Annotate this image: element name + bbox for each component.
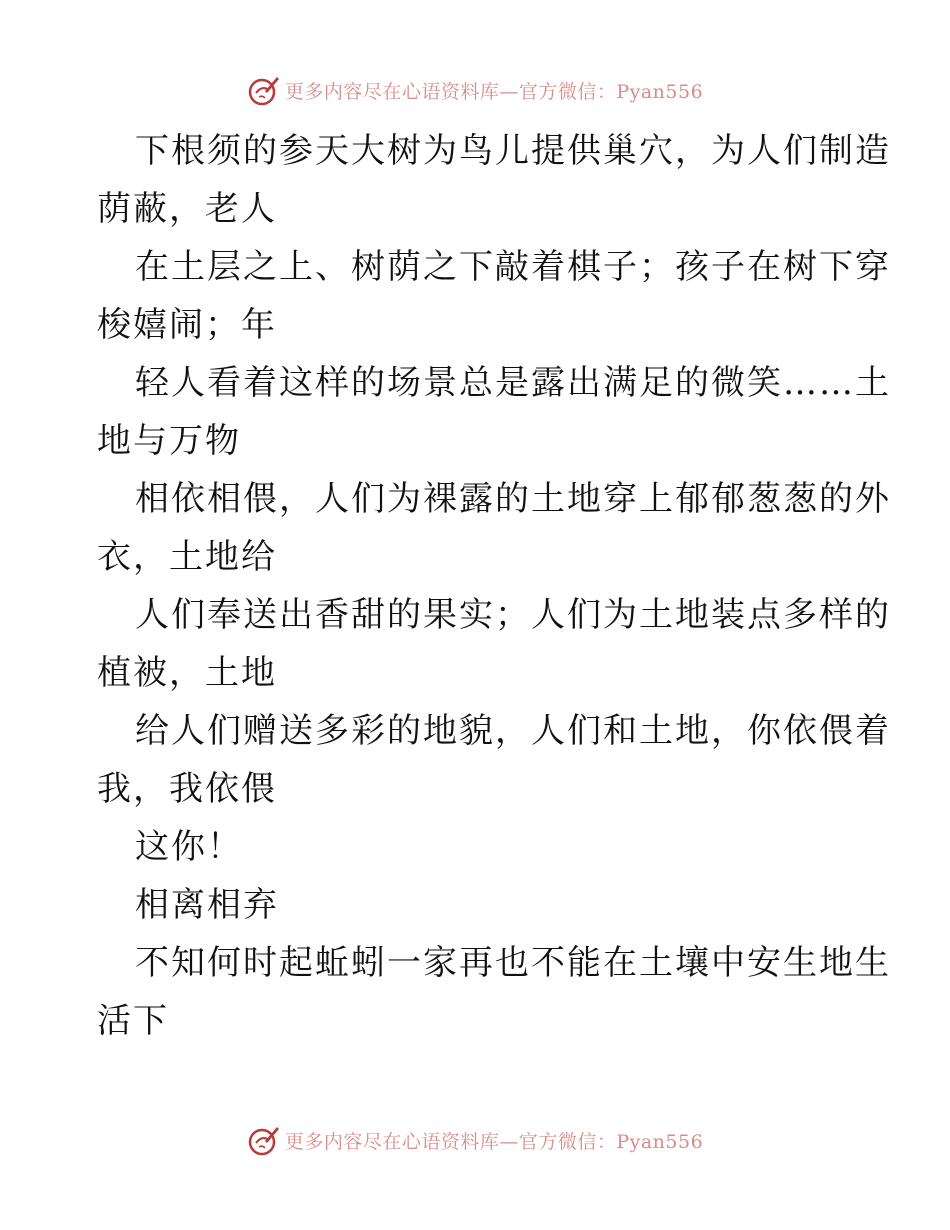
header-banner-text: 更多内容尽在心语资料库—官方微信：Pyan556 xyxy=(284,80,704,103)
text-line: 不知何时起蚯蚓一家再也不能在土壤中安生地生 xyxy=(135,943,891,983)
text-line: 荫蔽，老人 xyxy=(97,189,277,229)
text-line: 这你！ xyxy=(135,827,243,867)
document-body xyxy=(97,122,891,1050)
text-line: 下根须的参天大树为鸟儿提供巢穴，为人们制造 xyxy=(135,131,891,171)
footer-banner-text: 更多内容尽在心语资料库—官方微信：Pyan556 xyxy=(284,1130,704,1153)
text-line: 相依相偎，人们为裸露的土地穿上郁郁葱葱的外 xyxy=(135,479,891,519)
text-line: 活下 xyxy=(97,1001,169,1041)
text-line: 植被，土地 xyxy=(97,653,277,693)
header-banner xyxy=(0,70,950,110)
text-line: 我，我依偎 xyxy=(97,769,277,809)
section-heading: 相离相弃 xyxy=(135,885,279,925)
text-line: 地与万物 xyxy=(97,421,241,461)
pen-logo-icon xyxy=(247,1123,281,1157)
text-line: 轻人看着这样的场景总是露出满足的微笑……土 xyxy=(135,363,891,403)
text-line: 衣，土地给 xyxy=(97,537,277,577)
pen-logo-icon xyxy=(247,73,281,107)
text-line: 在土层之上、树荫之下敲着棋子；孩子在树下穿 xyxy=(135,247,891,287)
footer-banner xyxy=(0,1120,950,1160)
text-line: 梭嬉闹；年 xyxy=(97,305,277,345)
text-line: 给人们赠送多彩的地貌，人们和土地，你依偎着 xyxy=(135,711,891,751)
text-line: 人们奉送出香甜的果实；人们为土地装点多样的 xyxy=(135,595,891,635)
